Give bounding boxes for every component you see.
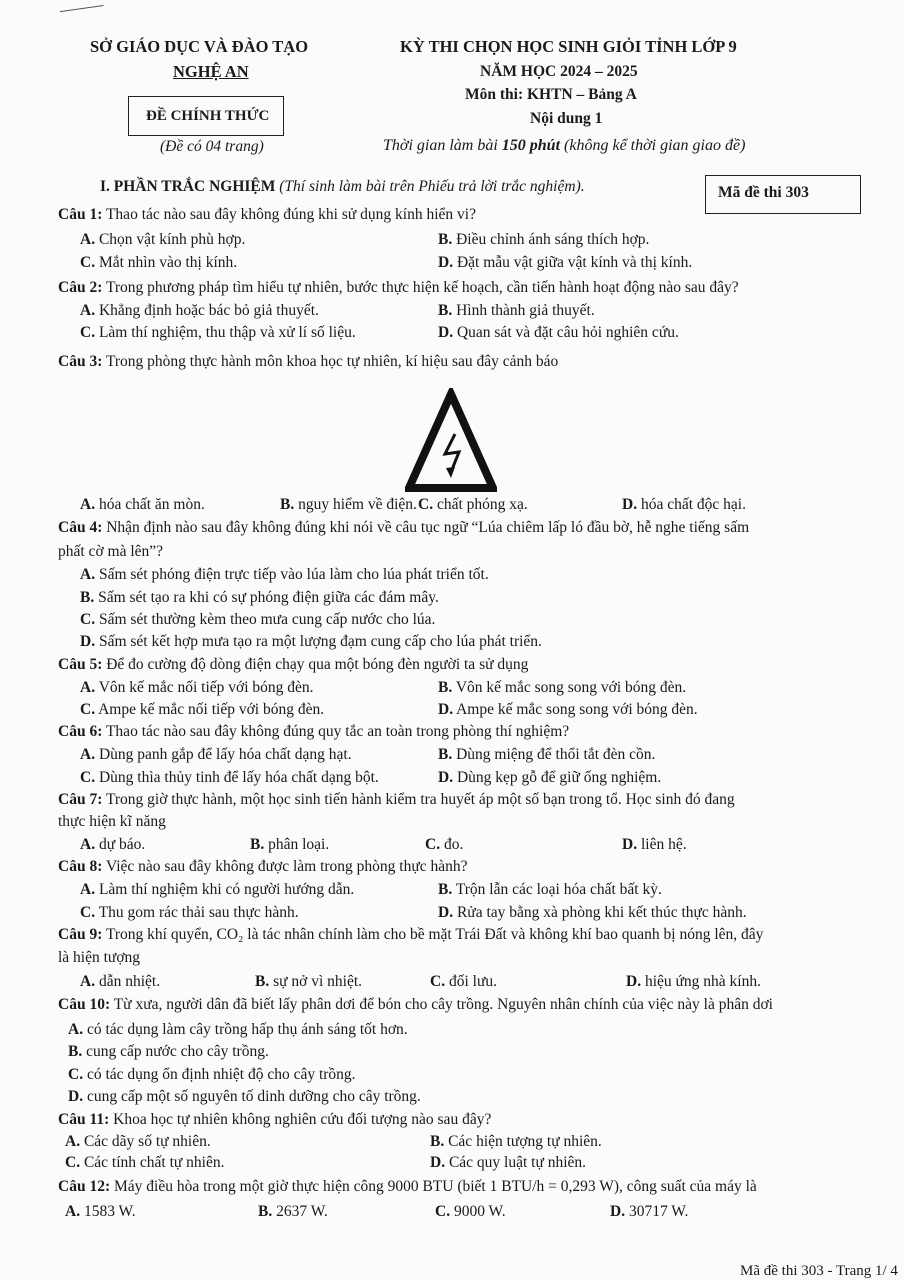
question-text: Nhận định nào sau đây không đúng khi nói về câu tục ngữ “Lúa chiêm lấp ló đầu bờ, hễ nghe tiếng sấm: [106, 519, 750, 536]
option-letter: B.: [438, 746, 453, 763]
question-6-stem: [58, 723, 569, 741]
option-text: Các dãy số tự nhiên.: [83, 1133, 211, 1150]
option-text: Sấm sét kết hợp mưa tạo ra một lượng đạm cung cấp cho lúa phát triển.: [98, 633, 542, 650]
question-6-option-a[interactable]: [80, 746, 352, 764]
question-7-option-b[interactable]: [250, 836, 329, 854]
province: NGHỆ AN: [173, 62, 249, 81]
question-9-stem-cont: là hiện tượng: [58, 949, 141, 966]
option-text: Mắt nhìn vào thị kính.: [98, 254, 238, 271]
section-heading: [100, 178, 585, 196]
option-text: hiệu ứng nhà kính.: [644, 973, 761, 990]
question-3-stem: [58, 353, 558, 371]
option-letter: D.: [622, 496, 638, 513]
question-1-stem: [58, 206, 476, 224]
section-note: (Thí sinh làm bài trên Phiếu trả lời trắc nghiệm).: [275, 178, 585, 195]
question-7-option-a[interactable]: [80, 836, 145, 854]
question-1-option-c[interactable]: [80, 254, 237, 272]
option-text: Điều chỉnh ánh sáng thích hợp.: [456, 231, 650, 248]
question-2-option-b[interactable]: [438, 302, 595, 320]
option-text: Sấm sét tạo ra khi có sự phóng điện giữa các đám mây.: [98, 589, 439, 606]
question-10-option-a[interactable]: [68, 1021, 408, 1039]
question-4-option-c[interactable]: [80, 611, 435, 629]
question-11-option-c[interactable]: [65, 1154, 225, 1172]
question-4-option-b[interactable]: [80, 589, 439, 607]
option-text: dẫn nhiệt.: [98, 973, 161, 990]
option-text: 9000 W.: [453, 1203, 506, 1220]
option-letter: D.: [438, 324, 454, 341]
electrical-hazard-icon: [405, 388, 497, 496]
option-text: Hình thành giả thuyết.: [456, 302, 595, 319]
option-letter: B.: [258, 1203, 273, 1220]
option-text: Sấm sét thường kèm theo mưa cung cấp nước cho lúa.: [98, 611, 436, 628]
question-label: Câu 4:: [58, 519, 103, 536]
option-letter: A.: [80, 496, 96, 513]
page-footer: Mã đề thi 303 - Trang 1/ 4: [740, 1263, 898, 1279]
question-text: Việc nào sau đây không được làm trong phòng thực hành?: [105, 858, 468, 875]
question-9-option-a[interactable]: [80, 973, 160, 991]
option-letter: B.: [438, 679, 453, 696]
question-text: Trong giờ thực hành, một học sinh tiến hành kiểm tra huyết áp một số bạn trong tổ. Học sinh đó đang: [105, 791, 735, 808]
option-letter: C.: [418, 496, 434, 513]
option-letter: D.: [430, 1154, 446, 1171]
option-text: chất phóng xạ.: [436, 496, 528, 513]
option-letter: C.: [80, 701, 96, 718]
option-text: Thu gom rác thải sau thực hành.: [98, 904, 299, 921]
question-1-option-b[interactable]: [438, 231, 649, 249]
option-text: 1583 W.: [83, 1203, 136, 1220]
option-letter: B.: [250, 836, 265, 853]
option-letter: A.: [80, 231, 96, 248]
option-text: Các tính chất tự nhiên.: [83, 1154, 225, 1171]
option-letter: B.: [438, 881, 453, 898]
option-text: Làm thí nghiệm khi có người hướng dẫn.: [98, 881, 355, 898]
question-label: Câu 3:: [58, 353, 103, 370]
option-letter: C.: [68, 1066, 84, 1083]
question-7-stem: [58, 791, 735, 809]
question-2-stem: [58, 279, 739, 297]
option-text: Đặt mẫu vật giữa vật kính và thị kính.: [456, 254, 693, 271]
question-10-option-b[interactable]: [68, 1043, 269, 1061]
option-letter: B.: [430, 1133, 445, 1150]
option-text: Các quy luật tự nhiên.: [448, 1154, 587, 1171]
question-4-option-a[interactable]: [80, 566, 489, 584]
option-text: nguy hiểm về điện.: [298, 496, 417, 513]
option-text: 2637 W.: [276, 1203, 328, 1220]
option-text: Rửa tay bằng xà phòng khi kết thúc thực hành.: [456, 904, 747, 921]
option-text: Trộn lẫn các loại hóa chất bất kỳ.: [455, 881, 662, 898]
option-letter: A.: [80, 836, 96, 853]
option-text: Dùng kẹp gỗ để giữ ống nghiệm.: [456, 769, 662, 786]
question-label: Câu 5:: [58, 656, 103, 673]
question-2-option-d[interactable]: [438, 324, 679, 342]
question-9-option-c[interactable]: [430, 973, 497, 991]
question-11-option-a[interactable]: [65, 1133, 211, 1151]
question-5-option-d[interactable]: [438, 701, 698, 719]
question-text: Khoa học tự nhiên không nghiên cứu đối tượng nào sau đây?: [113, 1111, 492, 1128]
question-8-option-a[interactable]: [80, 881, 354, 899]
question-2-option-a[interactable]: [80, 302, 319, 320]
option-text: Chọn vật kính phù hợp.: [98, 231, 246, 248]
question-4-stem-cont: phất cờ mà lên”?: [58, 543, 164, 560]
question-label: Câu 6:: [58, 723, 103, 740]
question-3-option-c[interactable]: [418, 496, 528, 514]
option-letter: D.: [622, 836, 638, 853]
subject: Môn thi: KHTN – Bảng A: [465, 86, 637, 103]
question-8-option-d[interactable]: [438, 904, 747, 922]
option-letter: D.: [438, 769, 454, 786]
option-text: 30717 W.: [628, 1203, 689, 1220]
option-letter: B.: [68, 1043, 83, 1060]
question-4-option-d[interactable]: [80, 633, 542, 651]
option-text: Sấm sét phóng điện trực tiếp vào lúa làm cho lúa phát triển tốt.: [98, 566, 489, 583]
question-text: Trong phòng thực hành môn khoa học tự nhiên, kí hiệu sau đây cảnh báo: [105, 353, 559, 370]
question-5-option-c[interactable]: [80, 701, 324, 719]
option-letter: D.: [610, 1203, 626, 1220]
option-letter: D.: [438, 701, 454, 718]
option-letter: C.: [80, 611, 96, 628]
option-letter: A.: [68, 1021, 84, 1038]
question-label: Câu 1:: [58, 206, 103, 223]
option-letter: C.: [80, 769, 96, 786]
pen-mark: [60, 5, 104, 15]
question-label: Câu 11:: [58, 1111, 110, 1128]
option-letter: C.: [80, 904, 96, 921]
question-8-option-b[interactable]: [438, 881, 662, 899]
option-letter: A.: [80, 881, 96, 898]
question-3-option-d[interactable]: [622, 496, 746, 514]
option-text: đối lưu.: [448, 973, 497, 990]
option-text: cung cấp nước cho cây trồng.: [86, 1043, 269, 1060]
question-label: Câu 7:: [58, 791, 103, 808]
option-letter: A.: [65, 1203, 81, 1220]
question-7-option-c[interactable]: [425, 836, 463, 854]
option-letter: B.: [280, 496, 295, 513]
question-label: Câu 9:: [58, 926, 103, 943]
option-letter: C.: [65, 1154, 81, 1171]
dept-name: SỞ GIÁO DỤC VÀ ĐÀO TẠO: [90, 37, 309, 56]
question-7-option-d[interactable]: [622, 836, 687, 854]
question-7-stem-cont: thực hiện kĩ năng: [58, 813, 166, 830]
option-letter: D.: [626, 973, 642, 990]
option-letter: A.: [80, 973, 96, 990]
option-text: Làm thí nghiệm, thu thập và xử lí số liệu.: [98, 324, 356, 341]
question-11-option-d[interactable]: [430, 1154, 586, 1172]
question-8-stem: [58, 858, 468, 876]
question-12-option-a[interactable]: [65, 1203, 136, 1221]
question-label: Câu 10:: [58, 996, 111, 1013]
question-6-option-d[interactable]: [438, 769, 661, 787]
question-3-option-a[interactable]: [80, 496, 205, 514]
option-text: sự nở vì nhiệt.: [273, 973, 363, 990]
option-letter: C.: [435, 1203, 451, 1220]
question-12-option-c[interactable]: [435, 1203, 506, 1221]
option-text: cung cấp một số nguyên tố dinh dưỡng cho cây trồng.: [86, 1088, 421, 1105]
option-letter: D.: [438, 254, 454, 271]
option-text: Ampe kế mắc nối tiếp với bóng đèn.: [98, 701, 325, 718]
option-text: Dùng miệng để thổi tắt đèn cồn.: [456, 746, 656, 763]
official-label: ĐỀ CHÍNH THỨC: [146, 108, 270, 124]
question-9-option-d[interactable]: [626, 973, 761, 991]
question-10-stem: [58, 996, 773, 1014]
option-letter: C.: [430, 973, 446, 990]
option-letter: A.: [80, 679, 96, 696]
option-text: Vôn kế mắc song song với bóng đèn.: [455, 679, 687, 696]
option-text: hóa chất độc hại.: [640, 496, 746, 513]
section-title: I. PHẦN TRẮC NGHIỆM: [100, 178, 276, 195]
question-label: Câu 2:: [58, 279, 103, 296]
option-letter: A.: [65, 1133, 81, 1150]
option-text: Dùng panh gắp để lấy hóa chất dạng hạt.: [98, 746, 352, 763]
time-prefix: Thời gian làm bài: [383, 137, 502, 154]
exam-title: KỲ THI CHỌN HỌC SINH GIỎI TỈNH LỚP 9: [400, 37, 737, 56]
question-5-stem: [58, 656, 528, 674]
page-count: (Đề có 04 trang): [160, 138, 264, 155]
option-text: có tác dụng ổn định nhiệt độ cho cây trồng.: [86, 1066, 356, 1083]
question-text: Từ xưa, người dân đã biết lấy phân dơi để bón cho cây trồng. Nguyên nhân chính của việc này là phân dơi: [113, 996, 773, 1013]
option-letter: C.: [80, 254, 96, 271]
option-text: liên hệ.: [640, 836, 687, 853]
question-text: Thao tác nào sau đây không đúng quy tắc an toàn trong phòng thí nghiệm?: [105, 723, 570, 740]
option-letter: C.: [80, 324, 96, 341]
question-10-option-d[interactable]: [68, 1088, 421, 1106]
option-letter: A.: [80, 566, 96, 583]
time-limit: [383, 137, 745, 155]
time-duration: 150 phút: [501, 137, 561, 154]
question-text: Máy điều hòa trong một giờ thực hiện công 9000 BTU (biết 1 BTU/h = 0,293 W), công suất của máy là: [113, 1178, 757, 1195]
question-12-option-d[interactable]: [610, 1203, 688, 1221]
option-letter: D.: [438, 904, 454, 921]
question-11-option-b[interactable]: [430, 1133, 602, 1151]
question-12-option-b[interactable]: [258, 1203, 328, 1221]
option-text: Quan sát và đặt câu hỏi nghiên cứu.: [456, 324, 679, 341]
question-6-option-c[interactable]: [80, 769, 379, 787]
option-text: Khẳng định hoặc bác bỏ giả thuyết.: [98, 302, 319, 319]
question-9-option-b[interactable]: [255, 973, 362, 991]
option-text: Ampe kế mắc song song với bóng đèn.: [456, 701, 698, 718]
question-2-option-c[interactable]: [80, 324, 356, 342]
question-4-stem: [58, 519, 749, 537]
option-letter: C.: [425, 836, 441, 853]
question-5-option-a[interactable]: [80, 679, 314, 697]
option-letter: B.: [438, 231, 453, 248]
option-letter: A.: [80, 746, 96, 763]
option-letter: D.: [68, 1088, 84, 1105]
option-letter: A.: [80, 302, 96, 319]
question-text: Thao tác nào sau đây không đúng khi sử dụng kính hiển vi?: [105, 206, 476, 223]
option-letter: B.: [438, 302, 453, 319]
question-label: Câu 12:: [58, 1178, 111, 1195]
question-1-option-d[interactable]: [438, 254, 692, 272]
question-8-option-c[interactable]: [80, 904, 299, 922]
option-text: Các hiện tượng tự nhiên.: [448, 1133, 602, 1150]
option-letter: D.: [80, 633, 96, 650]
exam-code: Mã đề thi 303: [718, 184, 809, 201]
question-5-option-b[interactable]: [438, 679, 686, 697]
question-3-option-b[interactable]: [280, 496, 417, 514]
question-1-option-a[interactable]: [80, 231, 245, 249]
question-9-stem: [58, 926, 763, 944]
option-text: có tác dụng làm cây trồng hấp thụ ánh sáng tốt hơn.: [86, 1021, 408, 1038]
content-part: Nội dung 1: [530, 110, 603, 127]
question-text: Trong khí quyển, CO₂ là tác nhân chính làm cho bề mặt Trái Đất và không khí bao quanh bị nóng lên, đây: [105, 926, 764, 943]
time-suffix: (không kể thời gian giao đề): [560, 137, 746, 154]
question-text: Để đo cường độ dòng điện chạy qua một bóng đèn người ta sử dụng: [106, 656, 529, 673]
option-letter: B.: [255, 973, 270, 990]
option-text: đo.: [443, 836, 464, 853]
option-text: dự báo.: [98, 836, 146, 853]
question-text: Trong phương pháp tìm hiểu tự nhiên, bước thực hiện kế hoạch, cần tiến hành hoạt động nào sau đây?: [105, 279, 739, 296]
option-text: phân loại.: [268, 836, 330, 853]
question-10-option-c[interactable]: [68, 1066, 356, 1084]
question-6-option-b[interactable]: [438, 746, 655, 764]
question-label: Câu 8:: [58, 858, 103, 875]
question-12-stem: [58, 1178, 757, 1196]
option-letter: B.: [80, 589, 95, 606]
option-text: Dùng thìa thủy tinh để lấy hóa chất dạng bột.: [98, 769, 379, 786]
question-11-stem: [58, 1111, 491, 1129]
option-text: hóa chất ăn mòn.: [98, 496, 205, 513]
option-text: Vôn kế mắc nối tiếp với bóng đèn.: [98, 679, 314, 696]
school-year: NĂM HỌC 2024 – 2025: [480, 63, 638, 80]
